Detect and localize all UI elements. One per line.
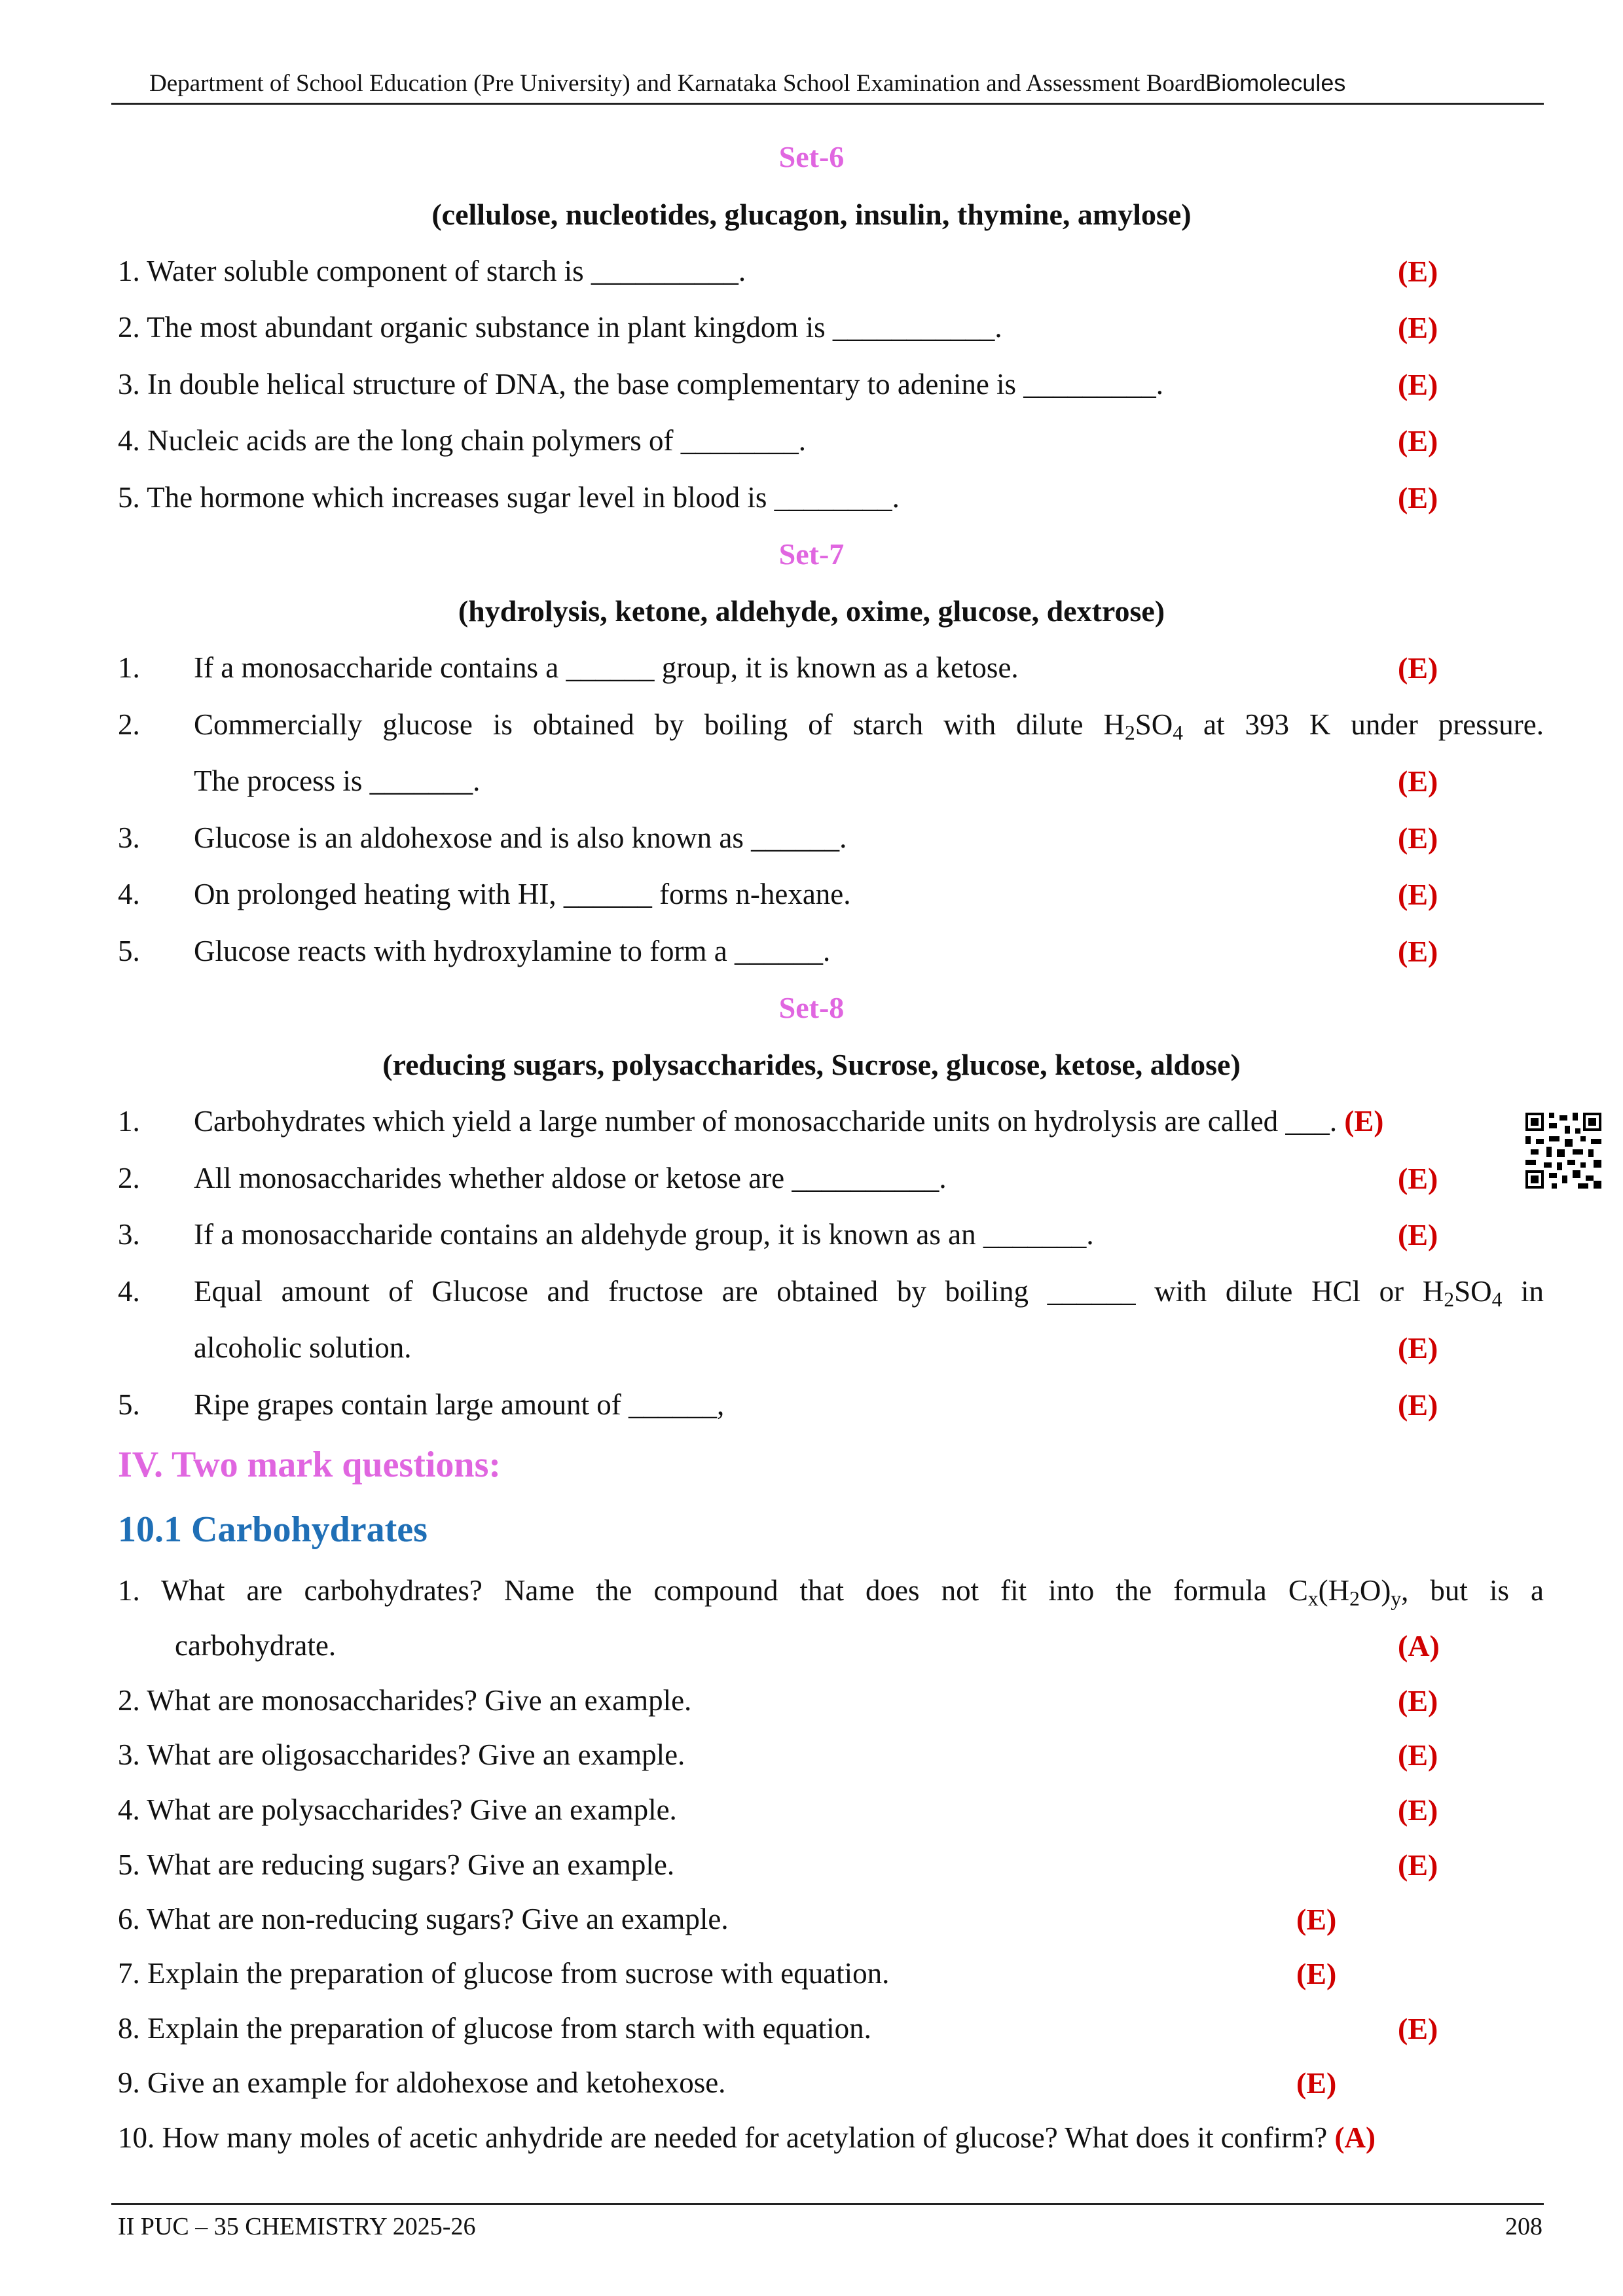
- q-text-part: Commercially glucose is obtained by boiling of starch with dilute H: [194, 708, 1125, 741]
- set-8-question-1-number: 1.: [118, 1105, 140, 1138]
- header-text: Department of School Education (Pre University) and Karnataka School Examination and Assessment Board: [149, 70, 1206, 97]
- set-7-question-4: On prolonged heating with HI, ______ forms n-hexane.: [194, 878, 851, 910]
- carbohydrates-question-5: 5. What are reducing sugars? Give an example.: [118, 1848, 675, 1881]
- q-text-part: in: [1502, 1275, 1544, 1308]
- carbohydrates-question-8-mark: (E): [1398, 2012, 1438, 2045]
- set-7-question-3-number: 3.: [118, 821, 140, 854]
- set-7-title: Set-7: [778, 537, 845, 571]
- set-7-question-4-mark: (E): [1398, 878, 1438, 911]
- q-text: 10. How many moles of acetic anhydride are needed for acetylation of glucose? What does it confirm?: [118, 2121, 1328, 2154]
- q-text-part: 1. What are carbohydrates? Name the compound that does not fit into the formula C: [118, 1574, 1308, 1607]
- set-7-word-list: (hydrolysis, ketone, aldehyde, oxime, glucose, dextrose): [458, 594, 1165, 628]
- set-8-question-3-number: 3.: [118, 1218, 140, 1251]
- set-8-question-4: [194, 1274, 1544, 1311]
- carbohydrates-question-9: 9. Give an example for aldohexose and ketohexose.: [118, 2066, 726, 2099]
- set-8-question-1-mark: (E): [1344, 1105, 1384, 1138]
- set-7-question-4-number: 4.: [118, 878, 140, 910]
- header-rule: [111, 103, 1544, 105]
- set-8-question-2: All monosaccharides whether aldose or ketose are __________.: [194, 1162, 947, 1194]
- set-6-question-1: 1. Water soluble component of starch is __________.: [118, 255, 746, 287]
- carbohydrates-question-10-mark: (A): [1334, 2121, 1376, 2154]
- q-text-part: SO: [1135, 708, 1173, 741]
- set-7-question-5: Glucose reacts with hydroxylamine to form a ______.: [194, 935, 831, 967]
- set-6-question-1-mark: (E): [1398, 255, 1438, 288]
- set-7-question-2-line-2: The process is _______.: [194, 764, 481, 797]
- carbohydrates-question-3: 3. What are oligosaccharides? Give an example.: [118, 1738, 685, 1771]
- carbohydrates-question-8: 8. Explain the preparation of glucose from starch with equation.: [118, 2012, 871, 2045]
- set-7-question-2-mark: (E): [1398, 764, 1438, 798]
- set-6-question-5: 5. The hormone which increases sugar level in blood is ________.: [118, 481, 900, 514]
- carbohydrates-question-6: 6. What are non-reducing sugars? Give an example.: [118, 1903, 729, 1935]
- set-6-title: Set-6: [778, 140, 845, 173]
- carbohydrates-question-2: 2. What are monosaccharides? Give an example.: [118, 1684, 692, 1717]
- subscript: 4: [1491, 1287, 1503, 1311]
- set-8-question-1: [194, 1104, 1383, 1138]
- set-8-title: Set-8: [778, 991, 845, 1024]
- set-7-question-1-number: 1.: [118, 651, 140, 684]
- carbohydrates-question-7-mark: (E): [1296, 1957, 1337, 1990]
- set-8-word-list: (reducing sugars, polysaccharides, Sucrose, glucose, ketose, aldose): [382, 1048, 1241, 1081]
- page-header: [149, 69, 1345, 98]
- set-7-question-5-mark: (E): [1398, 935, 1438, 968]
- carbohydrates-question-10: [118, 2121, 1376, 2155]
- q-text: Carbohydrates which yield a large number of monosaccharide units on hydrolysis are called ___.: [194, 1105, 1338, 1138]
- subscript: y: [1391, 1587, 1402, 1610]
- set-7-question-1-mark: (E): [1398, 651, 1438, 685]
- qr-code-icon[interactable]: [1525, 1113, 1601, 1189]
- subscript: 2: [1125, 721, 1135, 744]
- q-text-part: , but is a: [1401, 1574, 1544, 1607]
- set-8-question-2-number: 2.: [118, 1162, 140, 1194]
- carbohydrates-question-4-mark: (E): [1398, 1793, 1438, 1827]
- carbohydrates-question-9-mark: (E): [1296, 2066, 1337, 2100]
- set-6-question-4-mark: (E): [1398, 424, 1438, 457]
- set-8-question-5-number: 5.: [118, 1388, 140, 1421]
- set-7-question-2: [194, 708, 1544, 742]
- set-8-question-4-line-2: alcoholic solution.: [194, 1331, 412, 1364]
- q-text-part: (H: [1318, 1574, 1350, 1607]
- carbohydrates-question-5-mark: (E): [1398, 1848, 1438, 1882]
- carbohydrates-question-3-mark: (E): [1398, 1738, 1438, 1772]
- set-7-question-2-number: 2.: [118, 708, 140, 741]
- subscript: 4: [1173, 721, 1184, 744]
- set-6-question-2: 2. The most abundant organic substance in plant kingdom is ___________.: [118, 311, 1002, 344]
- q-text-part: Equal amount of Glucose and fructose are obtained by boiling ______ with dilute HCl or H: [194, 1275, 1444, 1308]
- set-6-question-4: 4. Nucleic acids are the long chain polymers of ________.: [118, 424, 806, 457]
- carbohydrates-question-2-mark: (E): [1398, 1684, 1438, 1717]
- set-8-question-5: Ripe grapes contain large amount of ______,: [194, 1388, 725, 1421]
- set-6-question-3-mark: (E): [1398, 368, 1438, 401]
- set-8-question-4-number: 4.: [118, 1275, 140, 1308]
- carbohydrates-question-1-mark: (A): [1398, 1629, 1440, 1662]
- set-8-question-5-mark: (E): [1398, 1388, 1438, 1422]
- footer-rule: [111, 2203, 1544, 2205]
- subscript: x: [1307, 1587, 1319, 1610]
- header-subject: Biomolecules: [1205, 69, 1346, 96]
- section-title: IV. Two mark questions:: [118, 1444, 501, 1485]
- set-7-question-1: If a monosaccharide contains a ______ group, it is known as a ketose.: [194, 651, 1019, 684]
- set-6-question-5-mark: (E): [1398, 481, 1438, 514]
- carbohydrates-question-7: 7. Explain the preparation of glucose from sucrose with equation.: [118, 1957, 890, 1990]
- footer-course: II PUC – 35 CHEMISTRY 2025-26: [118, 2213, 476, 2240]
- set-8-question-2-mark: (E): [1398, 1162, 1438, 1195]
- subscript: 2: [1349, 1587, 1360, 1610]
- set-6-question-2-mark: (E): [1398, 311, 1438, 344]
- carbohydrates-question-6-mark: (E): [1296, 1903, 1337, 1936]
- subscript: 2: [1444, 1287, 1455, 1311]
- set-7-question-5-number: 5.: [118, 935, 140, 967]
- set-7-question-3-mark: (E): [1398, 821, 1438, 855]
- set-7-question-3: Glucose is an aldohexose and is also known as ______.: [194, 821, 847, 854]
- carbohydrates-question-1: [118, 1573, 1544, 1610]
- set-8-question-4-mark: (E): [1398, 1331, 1438, 1365]
- q-text-part: O): [1359, 1574, 1391, 1607]
- set-6-word-list: (cellulose, nucleotides, glucagon, insulin, thymine, amylose): [431, 198, 1192, 231]
- set-8-question-3: If a monosaccharide contains an aldehyde group, it is known as an _______.: [194, 1218, 1094, 1251]
- page-number: 208: [1505, 2213, 1542, 2240]
- carbohydrates-question-4: 4. What are polysaccharides? Give an example.: [118, 1793, 677, 1826]
- set-6-question-3: 3. In double helical structure of DNA, the base complementary to adenine is _________.: [118, 368, 1164, 401]
- q-text-part: SO: [1454, 1275, 1492, 1308]
- subsection-title: 10.1 Carbohydrates: [118, 1509, 428, 1550]
- q-text-part: at 393 K under pressure.: [1183, 708, 1544, 741]
- set-8-question-3-mark: (E): [1398, 1218, 1438, 1251]
- carbohydrates-question-1-line-2: carbohydrate.: [175, 1629, 337, 1662]
